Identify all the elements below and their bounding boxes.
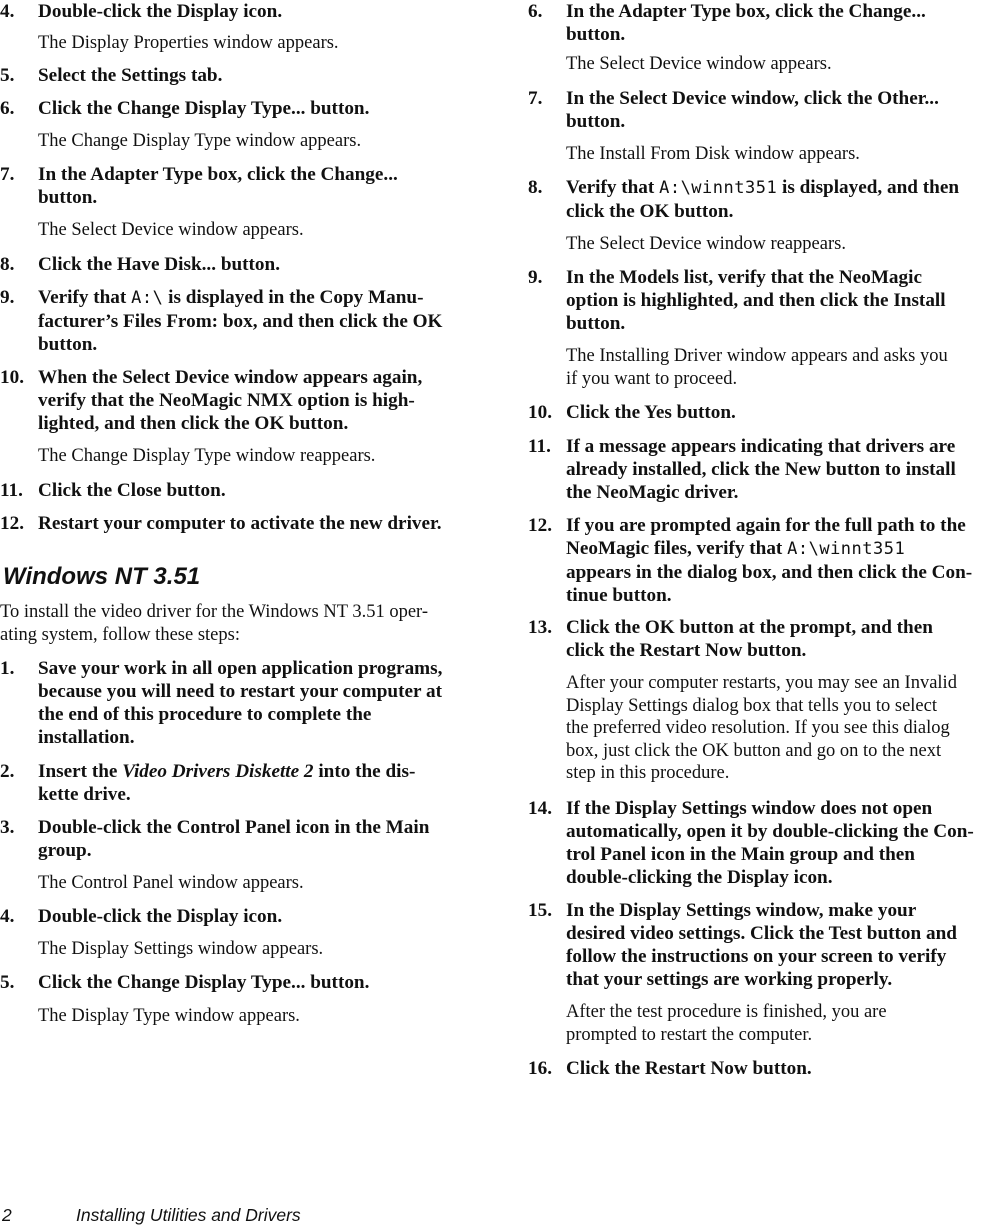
step-text-line: In the Display Settings window, make your <box>566 900 917 921</box>
step-description: The Install From Disk window appears. <box>566 144 860 164</box>
step-text-part: Insert the <box>38 761 123 782</box>
step-text-line: If a message appears indicating that drivers are <box>566 436 956 457</box>
description-line: box, just click the OK button and go on to the next <box>566 740 942 761</box>
step-text-part: Verify that <box>566 177 660 198</box>
step-text-line: the NeoMagic driver. <box>566 482 739 503</box>
step-text-line: follow the instructions on your screen to verify <box>566 946 947 967</box>
step-text-line <box>566 537 1004 561</box>
step-number: 6. <box>0 98 15 119</box>
step-text-line: appears in the dialog box, and then click the Con- <box>566 562 973 583</box>
step-5-win95 <box>0 64 516 87</box>
step-number: 12. <box>528 515 552 536</box>
step-number: 4. <box>0 1 15 22</box>
step-description: The Select Device window appears. <box>38 220 304 240</box>
step-description <box>528 672 957 785</box>
description-line: The Installing Driver window appears and asks you <box>566 346 948 366</box>
description-line: step in this procedure. <box>566 763 730 783</box>
step-text: Double-click the Display icon. <box>38 1 283 22</box>
page-number: 2 <box>2 1205 12 1225</box>
step-text-line: group. <box>38 840 92 861</box>
step-number: 8. <box>0 254 15 275</box>
step-description: The Display Settings window appears. <box>38 939 324 959</box>
step-text-part: NeoMagic files, verify that <box>566 538 788 559</box>
step-text-line: option is highlighted, and then click the Install <box>566 290 946 311</box>
step-7-win95 <box>0 163 516 209</box>
step-12-win95 <box>0 512 516 535</box>
step-text-line: the end of this procedure to complete the <box>38 704 372 725</box>
step-text-line: click the Restart Now button. <box>566 640 807 661</box>
step-10-win95 <box>0 366 516 435</box>
description-line: if you want to proceed. <box>566 368 738 389</box>
section-heading: Windows NT 3.51 <box>3 563 201 590</box>
step-text-line: automatically, open it by double-clicking the Con- <box>566 821 974 842</box>
step-text: Click the Yes button. <box>566 402 736 423</box>
intro-paragraph <box>0 601 478 646</box>
step-text-part: is displayed, and then <box>777 177 960 198</box>
step-number: 1. <box>0 658 15 679</box>
step-number: 9. <box>0 287 15 308</box>
diskette-name: Video Drivers Diskette 2 <box>122 761 314 782</box>
step-13-nt351 <box>528 616 1004 662</box>
step-15-nt351 <box>528 899 1004 991</box>
step-8-win95 <box>0 253 516 276</box>
step-text-line: If you are prompted again for the full path to the <box>566 515 966 536</box>
step-number: 13. <box>528 617 552 638</box>
step-6-nt351 <box>528 0 1004 46</box>
step-5-nt351 <box>0 971 516 994</box>
step-text-line: desired video settings. Click the Test button and <box>566 923 957 944</box>
intro-line: To install the video driver for the Windows NT 3.51 oper- <box>0 602 428 622</box>
step-text-line <box>38 760 516 783</box>
description-line: After your computer restarts, you may see an Invalid <box>566 673 957 693</box>
step-text-line: button. <box>566 24 626 45</box>
step-number: 8. <box>528 177 543 198</box>
step-text-line: Click the OK button at the prompt, and then <box>566 617 933 638</box>
step-text-line: facturer’s Files From: box, and then click the OK <box>38 311 443 332</box>
step-2-nt351 <box>0 760 516 806</box>
step-text-part: Verify that <box>38 287 132 308</box>
step-description: The Display Type window appears. <box>38 1006 300 1026</box>
step-text-line: installation. <box>38 727 135 748</box>
step-text-line: Double-click the Control Panel icon in the Main <box>38 817 430 838</box>
step-text: Click the Change Display Type... button. <box>38 972 370 993</box>
step-number: 11. <box>0 480 23 501</box>
step-text: Double-click the Display icon. <box>38 906 283 927</box>
step-16-nt351 <box>528 1057 1004 1080</box>
step-text-line: lighted, and then click the OK button. <box>38 413 349 434</box>
step-description <box>528 1001 887 1046</box>
step-text-line: that your settings are working properly. <box>566 969 893 990</box>
step-text: Select the Settings tab. <box>38 65 223 86</box>
step-text: Click the Change Display Type... button. <box>38 98 370 119</box>
step-description: The Select Device window appears. <box>566 54 832 74</box>
description-line: Display Settings dialog box that tells you to select <box>566 695 937 716</box>
step-4-win95 <box>0 0 516 23</box>
step-number: 7. <box>0 164 15 185</box>
step-text-line: button. <box>38 334 98 355</box>
step-description: The Control Panel window appears. <box>38 873 304 893</box>
step-8-nt351 <box>528 176 1004 223</box>
step-11-nt351 <box>528 435 1004 504</box>
step-text-line: In the Adapter Type box, click the Change... <box>38 164 398 185</box>
step-number: 11. <box>528 436 551 457</box>
step-text-line: In the Models list, verify that the NeoMagic <box>566 267 922 288</box>
path-code: A:\winnt351 <box>659 178 778 198</box>
step-number: 9. <box>528 267 543 288</box>
step-9-nt351 <box>528 266 1004 335</box>
step-description: The Select Device window reappears. <box>566 234 846 254</box>
step-text-line: kette drive. <box>38 784 131 805</box>
step-description: The Change Display Type window reappears. <box>38 446 376 466</box>
step-text-line: button. <box>566 313 626 334</box>
description-line: After the test procedure is finished, you are <box>566 1002 887 1022</box>
step-text-line: When the Select Device window appears again, <box>38 367 423 388</box>
step-text-line: trol Panel icon in the Main group and then <box>566 844 915 865</box>
description-line: prompted to restart the computer. <box>566 1024 813 1045</box>
step-text: Click the Close button. <box>38 480 226 501</box>
step-number: 2. <box>0 761 15 782</box>
step-text-line: In the Select Device window, click the Other... <box>566 88 939 109</box>
step-number: 6. <box>528 1 543 22</box>
step-4-nt351 <box>0 905 516 928</box>
step-9-win95 <box>0 286 516 356</box>
step-number: 5. <box>0 972 15 993</box>
step-text-line: because you will need to restart your computer at <box>38 681 442 702</box>
step-number: 15. <box>528 900 552 921</box>
step-description <box>528 345 948 390</box>
step-text-line <box>38 286 516 310</box>
step-text-line: tinue button. <box>566 585 672 606</box>
step-number: 16. <box>528 1058 552 1079</box>
step-1-nt351 <box>0 657 516 749</box>
step-number: 3. <box>0 817 15 838</box>
step-text-line: click the OK button. <box>566 201 734 222</box>
step-3-nt351 <box>0 816 516 862</box>
step-text: Click the Have Disk... button. <box>38 254 280 275</box>
intro-line: ating system, follow these steps: <box>0 624 240 645</box>
description-line: the preferred video resolution. If you see this dialog <box>566 718 950 738</box>
step-number: 7. <box>528 88 543 109</box>
step-6-win95 <box>0 97 516 120</box>
step-text-line: Save your work in all open application programs, <box>38 658 443 679</box>
step-text-line: In the Adapter Type box, click the Change... <box>566 1 926 22</box>
step-text-line: button. <box>38 187 98 208</box>
step-text-line: If the Display Settings window does not open <box>566 798 933 819</box>
step-number: 12. <box>0 513 24 534</box>
footer-title: Installing Utilities and Drivers <box>76 1205 301 1225</box>
step-number: 5. <box>0 65 15 86</box>
step-description: The Display Properties window appears. <box>38 33 339 53</box>
step-text: Click the Restart Now button. <box>566 1058 812 1079</box>
path-code: A:\winnt351 <box>787 539 906 559</box>
step-number: 10. <box>528 402 552 423</box>
step-text-line: verify that the NeoMagic NMX option is high- <box>38 390 415 411</box>
step-text-line: already installed, click the New button to install <box>566 459 956 480</box>
step-number: 10. <box>0 367 24 388</box>
step-text-part: into the dis- <box>313 761 416 782</box>
step-7-nt351 <box>528 87 1004 133</box>
step-description: The Change Display Type window appears. <box>38 131 362 151</box>
step-text-line <box>566 176 1004 200</box>
step-10-nt351 <box>528 401 1004 424</box>
path-code: A:\ <box>131 288 164 308</box>
step-text-part: is displayed in the Copy Manu- <box>163 287 424 308</box>
step-14-nt351 <box>528 797 1004 889</box>
step-text: Restart your computer to activate the new driver. <box>38 513 442 534</box>
step-text-line: double-clicking the Display icon. <box>566 867 833 888</box>
step-number: 14. <box>528 798 552 819</box>
step-12-nt351 <box>528 514 1004 607</box>
step-text-line: button. <box>566 111 626 132</box>
step-11-win95 <box>0 479 516 502</box>
step-number: 4. <box>0 906 15 927</box>
